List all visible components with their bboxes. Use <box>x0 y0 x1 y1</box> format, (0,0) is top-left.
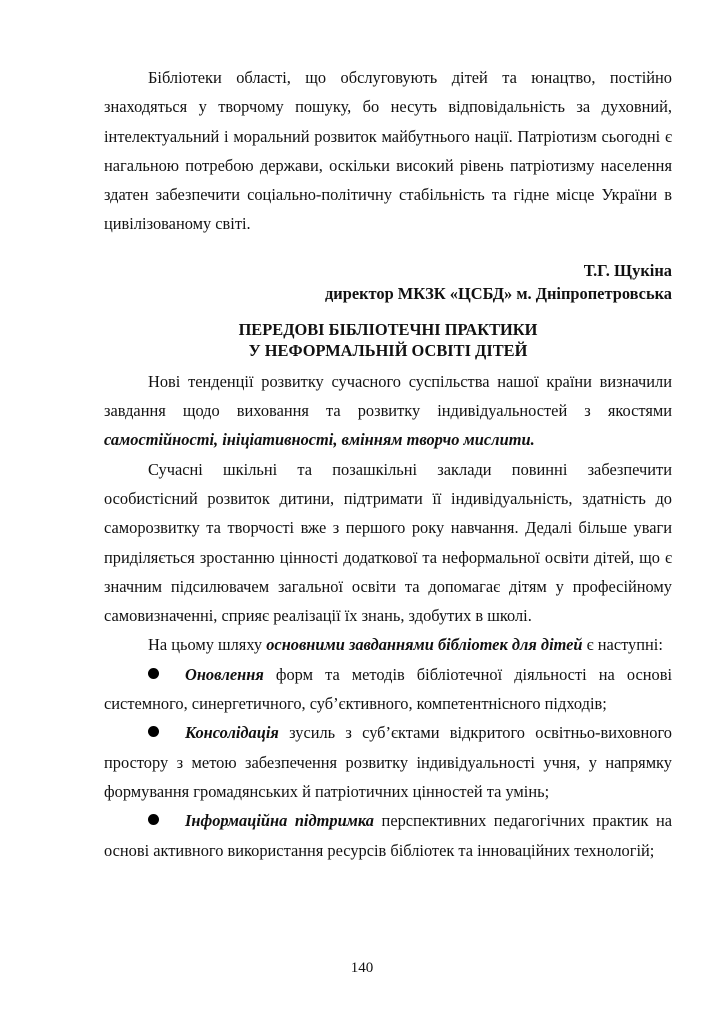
paragraph-tasks-before: На цьому шляху <box>148 635 267 655</box>
author-name: Т.Г. Щукіна <box>583 260 672 280</box>
bullet-dot-icon <box>148 668 159 679</box>
paragraph-tasks-emphasis: основними завданнями бібліотек для дітей <box>266 635 583 655</box>
bullet-term: Консолідація <box>185 723 279 743</box>
paragraph-trends <box>104 367 672 455</box>
bullet-text: зусиль з суб’єктами відкритого освітньо-виховного простору з метою забезпечення розвитку індивідуальності учня, у напрямку формування громадянських й патріотичних цінностей та умінь; <box>104 723 672 801</box>
bullet-item <box>104 660 672 719</box>
author-position: директор МКЗК «ЦСБД» м. Дніпропетровська <box>324 283 672 303</box>
paragraph-schools: Сучасні шкільні та позашкільні заклади повинні забезпечити особистісний розвиток дитини, підтримати її індивідуальність, здатність до саморозвитку та творчості вже з першого року навчання. Дедалі більше уваги приділяється зростанню цінності додаткової та неформальної освіти дітей, що є значним підсилювачем загальної освіти та допомагає дітям у професійному самовизначенні, сприяє реалізації їх знань, здобутих в школі. <box>104 459 672 626</box>
bullet-term: Оновлення <box>185 664 264 684</box>
section-heading-line-2: У НЕФОРМАЛЬНІЙ ОСВІТІ ДІТЕЙ <box>248 340 528 360</box>
bullet-item <box>104 806 672 865</box>
intro-paragraph: Бібліотеки області, що обслуговують дітей та юнацтво, постійно знаходяться у творчому пошуку, бо несуть відповідальність за духовний, інтелектуальний і моральний розвиток майбутнього нації. Патріотизм сьогодні є нагальною потребою держави, оскільки високий рівень патріотизму населення здатен забезпечити соціально-політичну стабільність та гідне місце України в цивілізованому світі. <box>104 68 672 234</box>
section-heading-line-1: ПЕРЕДОВІ БІБЛІОТЕЧНІ ПРАКТИКИ <box>238 319 538 339</box>
paragraph-tasks <box>104 630 672 659</box>
page-content <box>104 63 672 865</box>
bullet-dot-icon <box>148 814 159 825</box>
bullet-term: Інформаційна підтримка <box>185 811 375 831</box>
section-heading <box>104 319 672 361</box>
author-signature <box>104 259 672 305</box>
bullet-item <box>104 718 672 806</box>
paragraph-trends-emphasis: самостійності, ініціативності, вмінням творчо мислити. <box>104 430 535 450</box>
paragraph-tasks-after: є наступні: <box>582 635 663 655</box>
bullet-text: перспективних педагогічних практик на основі активного використання ресурсів бібліотек та інноваційних технологій; <box>104 811 672 860</box>
paragraph-trends-text: Нові тенденції розвитку сучасного суспільства нашої країни визначили завдання щодо виховання та розвитку індивідуальностей з якостями <box>104 371 672 421</box>
bullet-dot-icon <box>148 726 159 737</box>
page-number: 140 <box>350 960 374 976</box>
bullet-text: форм та методів бібліотечної діяльності на основі системного, синергетичного, суб’єктивного, компетентнісного підходів; <box>104 664 672 714</box>
